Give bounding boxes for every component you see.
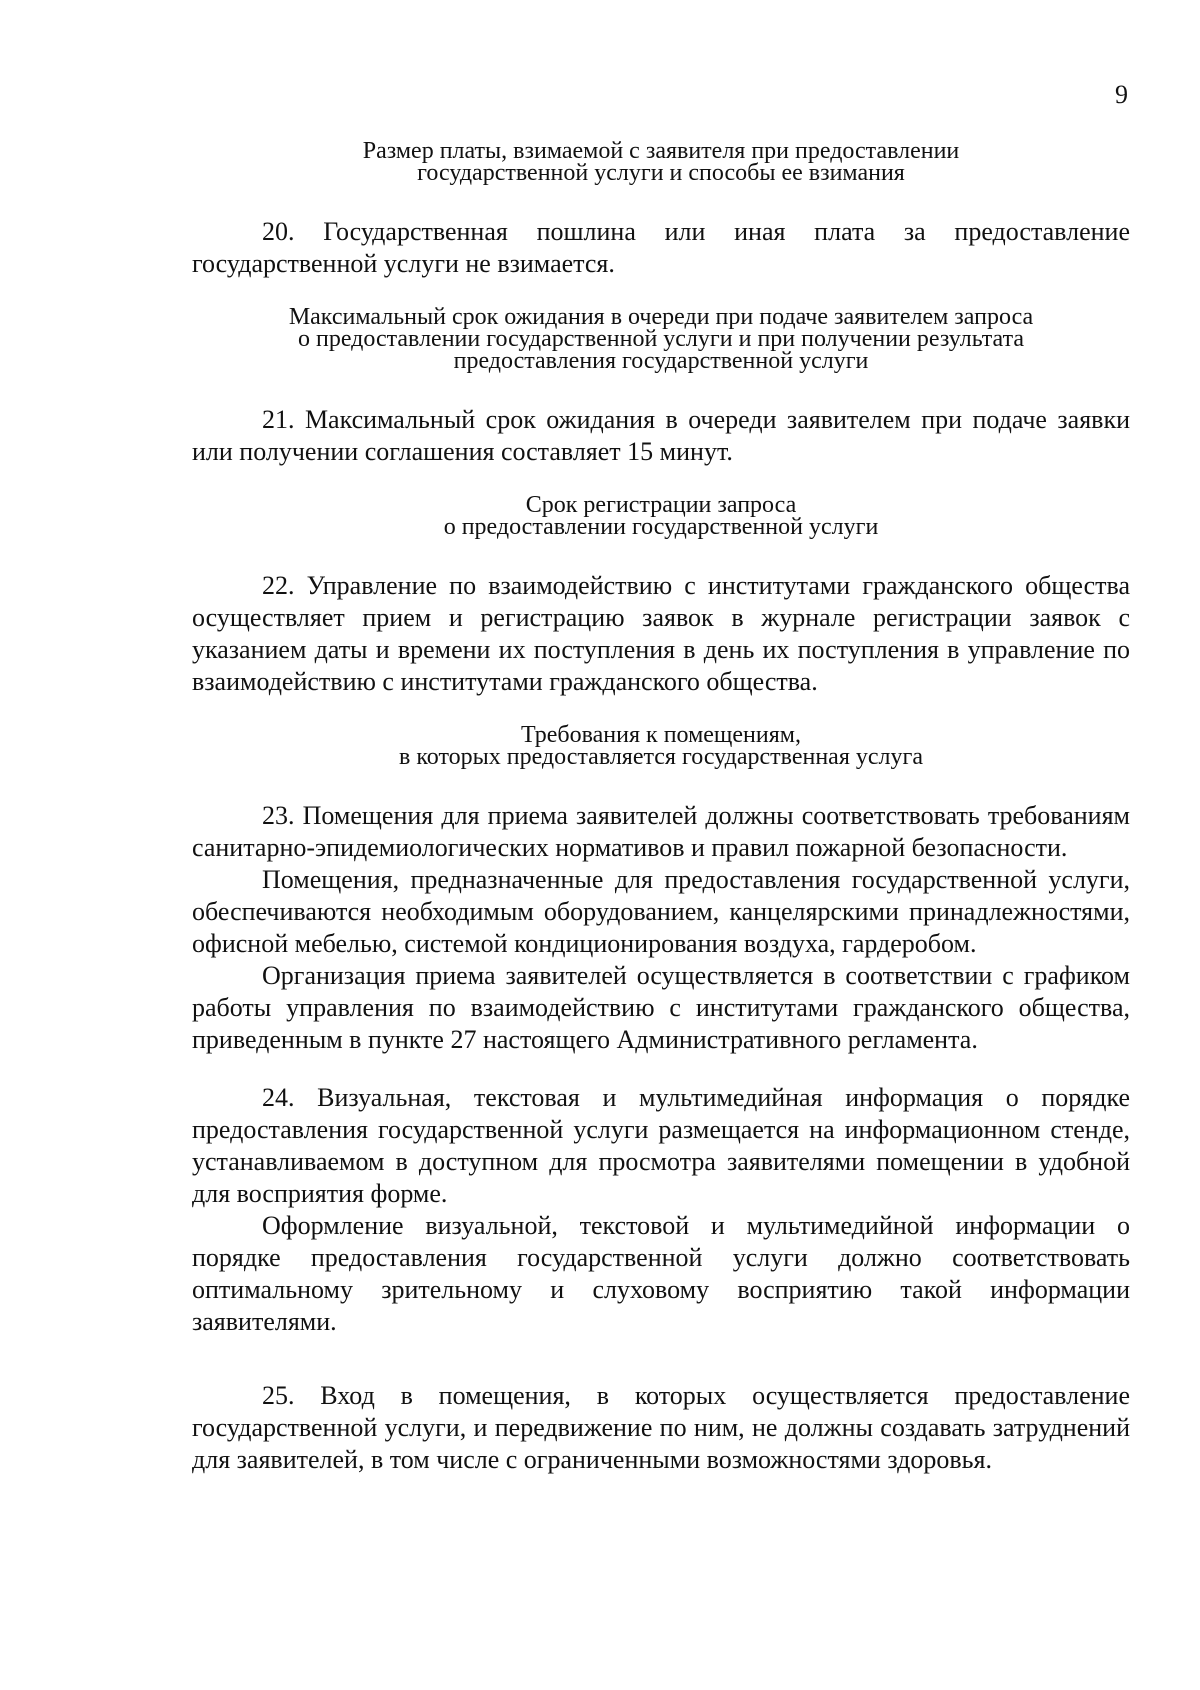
- paragraph-24: 24. Визуальная, текстовая и мультимедийная информация о порядке предоставления государственной услуги размещается на информационном стенде, устанавливаемом в доступном для просмотра заявителями помещении в удобной для восприятия форме.: [192, 1083, 1130, 1208]
- heading-line: Срок регистрации запроса: [525, 492, 797, 518]
- heading-line: Размер платы, взимаемой с заявителя при предоставлении: [362, 138, 960, 164]
- heading-line: государственной услуги и способы ее взимания: [417, 160, 905, 186]
- heading-line: о предоставлении государственной услуги: [443, 514, 879, 540]
- heading-line: в которых предоставляется государственная услуга: [398, 744, 923, 770]
- paragraph-23-reception-schedule: Организация приема заявителей осуществляется в соответствии с графиком работы управления по взаимодействию с институтами гражданского общества, приведенным в пункте 27 настоящего Административного регламента.: [192, 961, 1130, 1054]
- paragraph-23: 23. Помещения для приема заявителей должны соответствовать требованиям санитарно-эпидемиологических нормативов и правил пожарной безопасности.: [192, 801, 1130, 862]
- paragraph-20: 20. Государственная пошлина или иная плата за предоставление государственной услуги не взимается.: [192, 217, 1130, 278]
- section-heading-queue-time: [192, 306, 1130, 372]
- section-heading-registration: [192, 494, 1130, 538]
- heading-line: предоставления государственной услуги: [453, 348, 869, 374]
- paragraph-24-information-design: Оформление визуальной, текстовой и мультимедийной информации о порядке предоставления государственной услуги должно соответствовать оптимальному зрительному и слуховому восприятию такой информации заявителями.: [192, 1211, 1130, 1336]
- heading-line: о предоставлении государственной услуги и при получении результата: [297, 326, 1025, 352]
- page-number: 9: [1115, 80, 1128, 109]
- document-body: [192, 140, 1130, 1476]
- heading-line: Максимальный срок ожидания в очереди при подаче заявителем запроса: [288, 304, 1034, 330]
- section-heading-premises: [192, 724, 1130, 768]
- paragraph-22: 22. Управление по взаимодействию с институтами гражданского общества осуществляет прием и регистрацию заявок в журнале регистрации заявок с указанием даты и времени их поступления в день их поступления в управление по взаимодействию с институтами гражданского общества.: [192, 571, 1130, 696]
- paragraph-23-premises-equipment: Помещения, предназначенные для предоставления государственной услуги, обеспечиваются необходимым оборудованием, канцелярскими принадлежностями, офисной мебелью, системой кондиционирования воздуха, гардеробом.: [192, 865, 1130, 958]
- paragraph-21: 21. Максимальный срок ожидания в очереди заявителем при подаче заявки или получении соглашения составляет 15 минут.: [192, 405, 1130, 466]
- paragraph-25: 25. Вход в помещения, в которых осуществляется предоставление государственной услуги, и передвижение по ним, не должны создавать затруднений для заявителей, в том числе с ограниченными возможностями здоровья.: [192, 1381, 1130, 1474]
- section-heading-fee: [192, 140, 1130, 184]
- heading-line: Требования к помещениям,: [521, 722, 801, 748]
